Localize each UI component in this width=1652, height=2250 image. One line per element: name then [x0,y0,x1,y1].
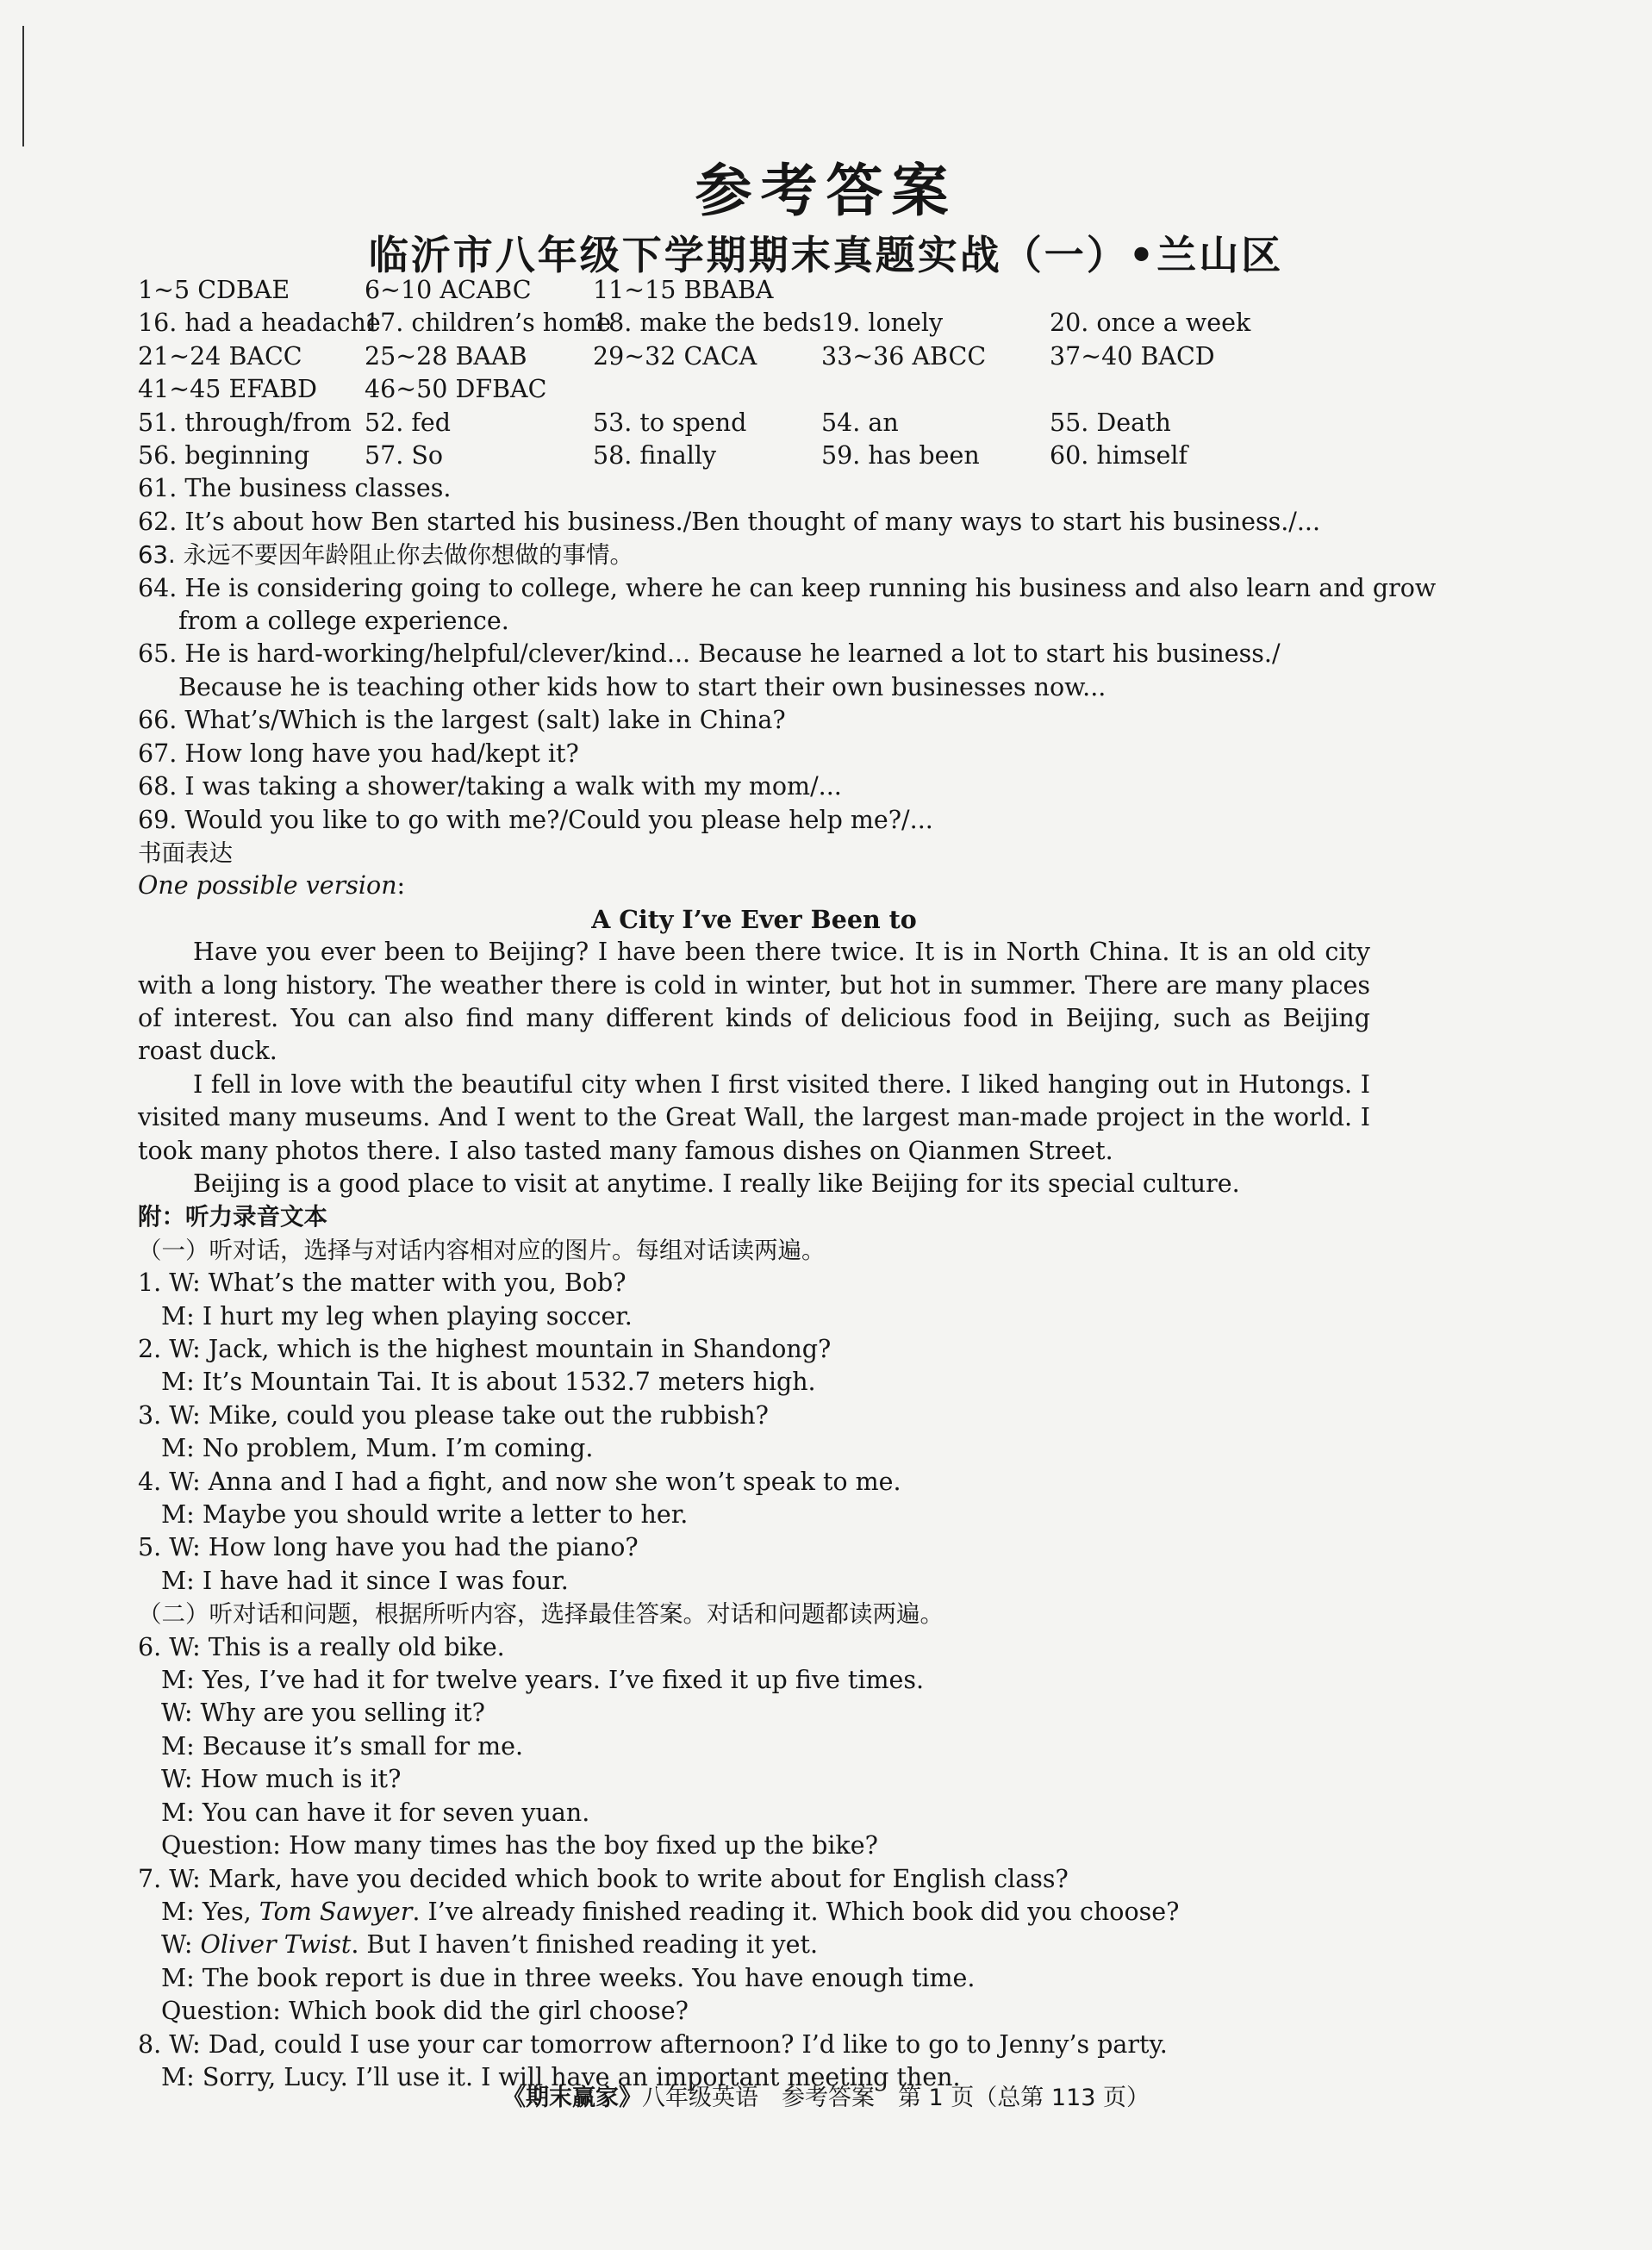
answer-cell: 57. So [365,441,444,471]
answer-63: 63. 永远不要因年龄阻止你去做你想做的事情。 [138,541,633,570]
dialogue-line: M: You can have it for seven yuan. [161,1798,590,1827]
answer-cell: 33~36 ABCC [821,341,987,371]
dialogue-line: 4. W: Anna and I had a fight, and now she won’t speak to me. [138,1467,901,1496]
footer-book-title: 《期末赢家》 [502,2085,642,2111]
answer-62: 62. It’s about how Ben started his business./Ben thought of many ways to start his business./... [138,507,1321,536]
answer-cell [821,274,1050,307]
answer-61: 61. The business classes. [138,474,452,503]
listening-section-2: （二）听对话和问题，根据所听内容，选择最佳答案。对话和问题都读两遍。 [138,1600,944,1629]
answer-cell: 18. make the beds [593,309,822,338]
essay-paragraph: Have you ever been to Beijing? I have been there twice. It is in North China. It is an old city with a long history. The weather there is cold in winter, but hot in summer. There are many places of interest. You can also find many different kinds of delicious food in Beijing, such as Beijing roast duck. [138,938,1370,1066]
answer-row [138,307,1370,340]
answer-cell: 54. an [821,408,899,437]
answer-65-cont: Because he is teaching other kids how to start their own businesses now... [178,672,1107,701]
listening-heading: 附：听力录音文本 [138,1203,327,1231]
version-colon: : [396,871,406,901]
dialogue-line: M: No problem, Mum. I’m coming. [161,1434,594,1463]
dialogue-line: M: Sorry, Lucy. I’ll use it. I will have an important meeting then. [161,2062,961,2091]
answer-cell: 46~50 DFBAC [365,375,547,404]
answer-cell [821,373,1050,406]
answer-cell: 51. through/from [138,408,352,437]
line-part: M: Yes, [161,1897,259,1926]
dialogue-line: 3. W: Mike, could you please take out the rubbish? [138,1400,769,1430]
dialogue-line: M: Yes, I’ve had it for twelve years. I’ve fixed it up five times. [161,1666,925,1695]
answer-cell: 41~45 EFABD [138,375,317,404]
answer-64-cont: from a college experience. [178,607,509,636]
line-part: . But I haven’t finished reading it yet. [351,1930,819,1960]
answer-67: 67. How long have you had/kept it? [138,739,579,768]
answer-65: 65. He is hard-working/helpful/clever/kind... Because he learned a lot to start his business./ [138,639,1281,669]
version-label: One possible version [138,871,397,901]
dialogue-line: W: How much is it? [161,1765,402,1794]
answer-cell: 25~28 BAAB [365,341,527,371]
answer-cell: 59. has been [821,441,980,471]
dialogue-line: 6. W: This is a really old bike. [138,1632,505,1661]
listening-section-1: （一）听对话，选择与对话内容相对应的图片。每组对话读两遍。 [138,1236,826,1264]
exam-subtitle: 临沂市八年级下学期期末真题实战（一）•兰山区 [368,232,1284,278]
dialogue-line: M: I hurt my leg when playing soccer. [161,1301,633,1331]
answer-grid [138,274,1370,472]
answer-cell: 55. Death [1050,408,1171,437]
answer-cell: 60. himself [1050,441,1188,471]
answer-cell: 29~32 CACA [593,341,757,371]
answer-row [138,407,1370,439]
page-title: 参考答案 [695,157,957,224]
dialogue-line: 8. W: Dad, could I use your car tomorrow afternoon? I’d like to go to Jenny’s party. [138,2029,1168,2059]
answer-cell: 19. lonely [821,309,944,338]
writing-heading: 书面表达 [138,838,233,867]
answer-68: 68. I was taking a shower/taking a walk with my mom/... [138,772,842,801]
answer-row [138,373,1370,406]
dialogue-line: 1. W: What’s the matter with you, Bob? [138,1268,627,1298]
dialogue-line: M: It’s Mountain Tai. It is about 1532.7 meters high. [161,1368,816,1397]
essay-paragraph: I fell in love with the beautiful city when I first visited there. I liked hanging out in Hutongs. I visited many museums. And I went to the Great Wall, the largest man-made project in the world. I took many photos there. I also tasted many famous dishes on Qianmen Street. [138,1069,1370,1165]
essay-paragraph: Beijing is a good place to visit at anytime. I really like Beijing for its special culture. [193,1169,1240,1198]
line-part: . I’ve already finished reading it. Which book did you choose? [412,1897,1180,1926]
answer-cell: 37~40 BACD [1050,341,1215,371]
dialogue-line: M: The book report is due in three weeks. You have enough time. [161,1963,976,1992]
dialogue-line: 2. W: Jack, which is the highest mountain in Shandong? [138,1335,832,1363]
dialogue-line [138,1896,1370,1929]
page-footer [0,2079,1652,2112]
dialogue-line: M: Because it’s small for me. [161,1731,524,1761]
book-title: Tom Sawyer [259,1897,413,1926]
page-edge-line [22,26,24,146]
answer-cell: 17. children’s home [365,309,612,338]
answer-cell: 53. to spend [593,408,747,437]
footer-page-info: 八年级英语 参考答案 第 1 页（总第 113 页） [641,2085,1150,2111]
answer-row [138,274,1370,307]
writing-label [138,869,1370,902]
answer-cell: 16. had a headache [138,309,381,338]
answer-cell [593,373,821,406]
answer-row [138,439,1370,472]
answer-cell [1050,373,1308,406]
answer-cell: 52. fed [365,408,452,437]
dialogue-line: 7. W: Mark, have you decided which book to write about for English class? [138,1864,1069,1893]
dialogue-line: W: Why are you selling it? [161,1698,485,1728]
answer-cell: 20. once a week [1050,309,1251,338]
answer-64: 64. He is considering going to college, where he can keep running his business and also learn and grow [138,573,1437,602]
answer-cell: 58. finally [593,441,717,471]
dialogue-line [138,1929,1370,1961]
answer-69: 69. Would you like to go with me?/Could you please help me?/... [138,805,933,834]
answer-cell: 6~10 ACABC [365,276,532,304]
dialogue-line: M: I have had it since I was four. [161,1566,569,1595]
answer-cell: 21~24 BACC [138,341,302,371]
essay-title: A City I’ve Ever Been to [591,904,917,934]
dialogue-question: Question: How many times has the boy fixed up the bike? [161,1831,878,1860]
book-title: Oliver Twist [200,1930,352,1960]
answer-row [138,340,1370,373]
line-part: W: [161,1930,201,1960]
dialogue-line: 5. W: How long have you had the piano? [138,1533,639,1562]
dialogue-line: M: Maybe you should write a letter to her. [161,1500,689,1530]
dialogue-question: Question: Which book did the girl choose? [161,1997,689,2026]
answer-cell: 1~5 CDBAE [138,276,290,304]
answer-cell: 56. beginning [138,441,310,471]
answer-66: 66. What’s/Which is the largest (salt) lake in China? [138,706,786,735]
answer-cell: 11~15 BBABA [593,276,774,304]
answer-cell [1050,274,1308,307]
answer-content [138,274,1437,2094]
